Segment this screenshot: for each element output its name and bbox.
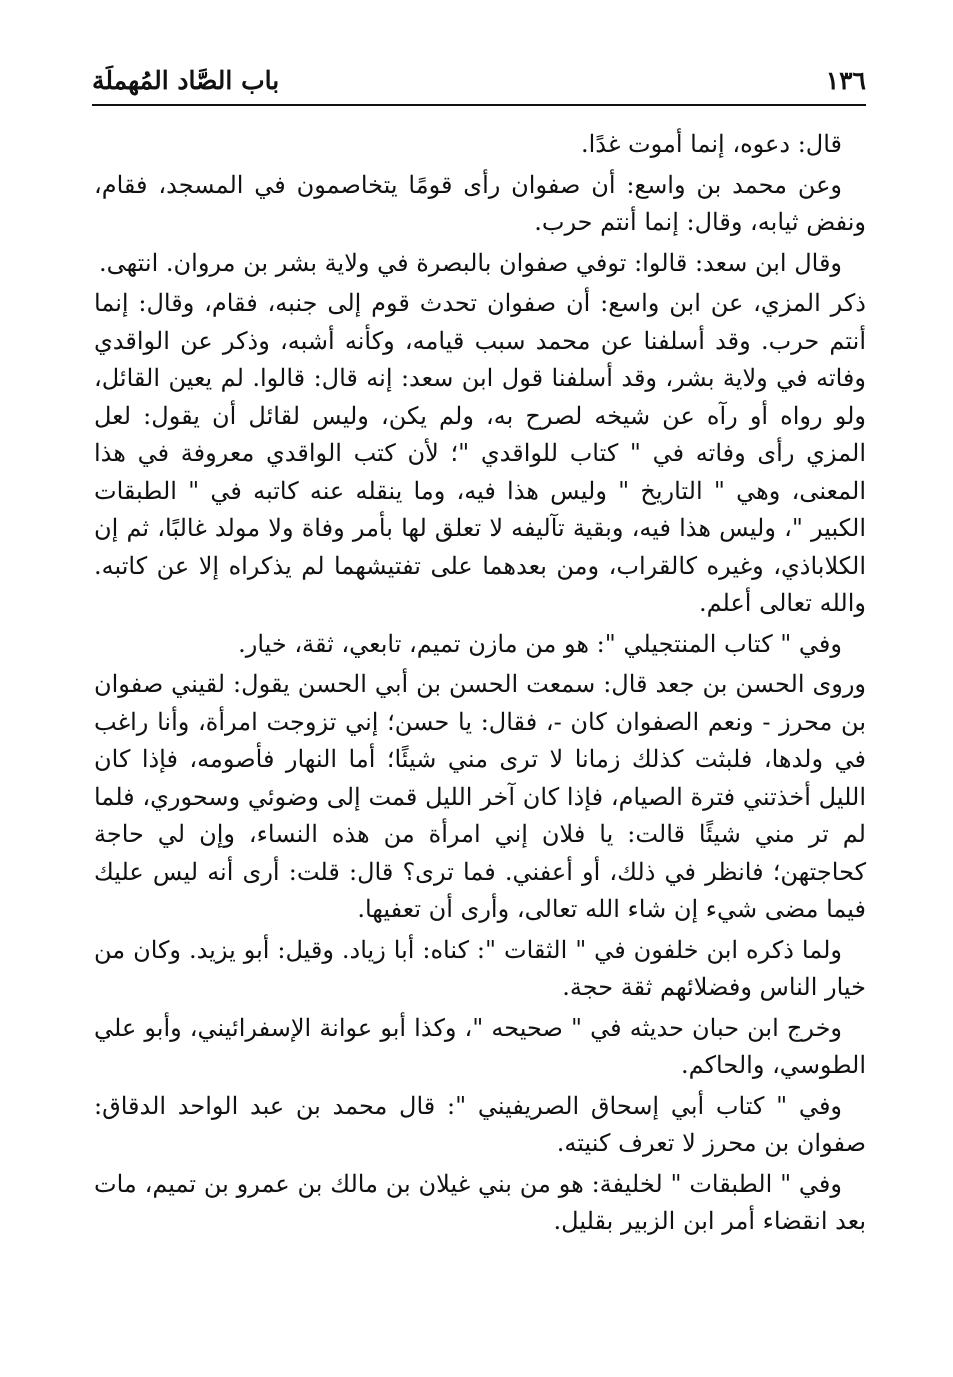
paragraph: وقال ابن سعد: قالوا: توفي صفوان بالبصرة في ولاية بشر بن مروان. انتهى. — [98, 248, 842, 277]
paragraph: وروى الحسن بن جعد قال: سمعت الحسن بن أبي الحسن يقول: لقيني صفوان بن محرز - ونعم الصفوان كان -، فقال: يا حسن؛ إني تزوجت امرأة، وأنا راغب في ولدها، فلبثت كذلك زمانا لا ترى مني شيئًا؛ أما النهار فأصومه، فإذا كان الليل أخذتني فترة الصيام، فإذا كان آخر الليل قمت إلى وضوئي وسحوري، فلما لم تر مني شيئًا قالت: يا فلان إني امرأة من هذه النساء، وإن لي حاجة كحاجتهن؛ فانظر في ذلك، أو أعفني. فما ترى؟ قال: قلت: أرى أنه ليس عليك فيما مضى شيء إن شاء الله تعالى، وأرى أن تعفيها. — [94, 670, 866, 923]
paragraph: وفي " الطبقات " لخليفة: هو من بني غيلان بن مالك بن عمرو بن تميم، مات بعد انقضاء أمر ابن الزبير بقليل. — [94, 1169, 866, 1235]
paragraph: وفي " كتاب أبي إسحاق الصريفيني ": قال محمد بن عبد الواحد الدقاق: صفوان بن محرز لا تعرف كنيته. — [94, 1091, 866, 1157]
body-text — [94, 126, 866, 1241]
paragraph: وخرج ابن حبان حديثه في " صحيحه "، وكذا أبو عوانة الإسفرائيني، وأبو علي الطوسي، والحاكم. — [94, 1013, 866, 1079]
paragraph: قال: دعوه، إنما أموت غدًا. — [580, 130, 842, 158]
paragraph: ذكر المزي، عن ابن واسع: أن صفوان تحدث قوم إلى جنبه، فقام، وقال: إنما أنتم حرب. وقد أسلفنا عن محمد سبب قيامه، وكأنه أشبه، وذكر عن الواقدي وفاته في ولاية بشر، وقد أسلفنا قول ابن سعد: إنه قال: قالوا. لم يعين القائل، ولو رواه أو رآه عن شيخه لصرح به، ولم يكن، وليس لقائل أن يقول: لعل المزي رأى وفاته في " كتاب للواقدي "؛ لأن كتب الواقدي معروفة في هذا المعنى، وهي " التاريخ " وليس هذا فيه، وما ينقله عنه كاتبه في " الطبقات الكبير "، وليس هذا فيه، وبقية تآليفه لا تعلق لها بأمر وفاة ولا مولد غالبًا، ثم إن الكلاباذي، وغيره كالقراب، ومن بعدهما على تفتيشهما لم يذكراه إلا عن كاتبه. والله تعالى أعلم. — [94, 289, 866, 617]
page-number: ١٣٦ — [825, 65, 866, 95]
page-header — [92, 58, 866, 102]
header-divider — [92, 104, 866, 106]
paragraph: وعن محمد بن واسع: أن صفوان رأى قومًا يتخاصمون في المسجد، فقام، ونفض ثيابه، وقال: إنما أنتم حرب. — [94, 170, 866, 236]
chapter-title: باب الصَّاد المُهملَة — [92, 65, 280, 95]
paragraph: ولما ذكره ابن خلفون في " الثقات ": كناه: أبا زياد. وقيل: أبو يزيد. وكان من خيار الناس وفضلائهم ثقة حجة. — [94, 935, 866, 1001]
paragraph: وفي " كتاب المنتجيلي ": هو من مازن تميم، تابعي، ثقة، خيار. — [238, 629, 842, 658]
